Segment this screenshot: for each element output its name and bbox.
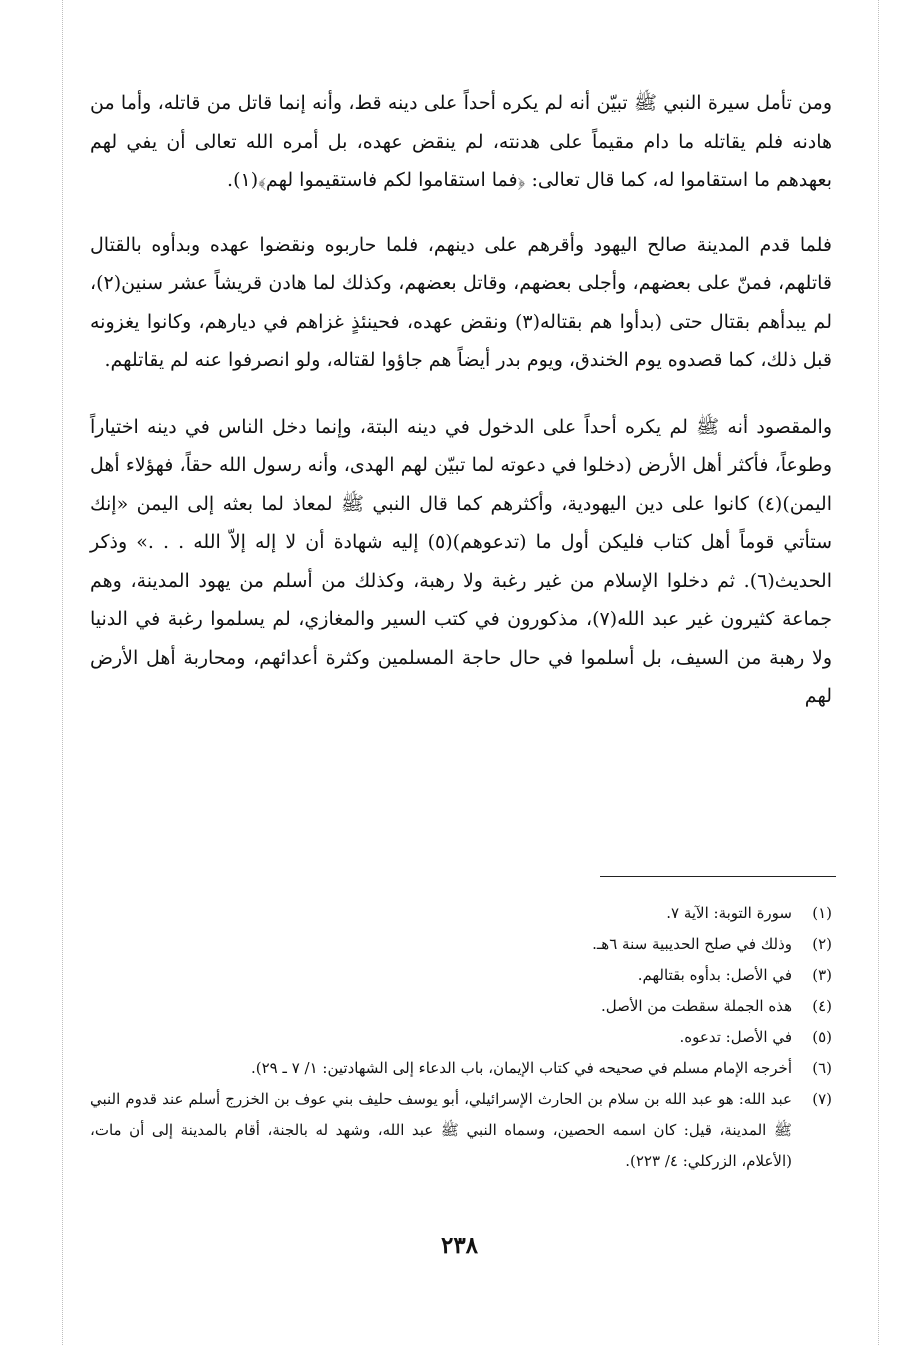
footnote-number: (١)	[812, 904, 832, 922]
footnote-number: (٧)	[812, 1090, 832, 1108]
footnote-1	[90, 898, 832, 929]
footnote-number: (٤)	[812, 997, 832, 1015]
footnote-3	[90, 960, 832, 991]
page-body	[90, 80, 832, 716]
paragraph-3: والمقصود أنه ﷺ لم يكره أحداً على الدخول في دينه البتة، وإنما دخل الناس في دينه اختياراً وطوعاً، فأكثر أهل الأرض (دخلوا في دعوته لما تبيّن لهم الهدى، وأنه رسول الله حقاً، فهؤلاء أهل اليمن)(٤) كانوا على دين اليهودية، وأكثرهم كما قال النبي ﷺ لمعاذ لما بعثه إلى اليمن «إنك ستأتي قوماً أهل كتاب فليكن أول ما (تدعوهم)(٥) إليه شهادة أن لا إله إلاّ الله . . .» وذكر الحديث(٦). ثم دخلوا الإسلام من غير رغبة ولا رهبة، وكذلك من أسلم من يهود المدينة، وهم جماعة كثيرون غير عبد الله(٧)، مذكورون في كتب السير والمغازي، لم يسلموا رغبة في الدنيا ولا رهبة من السيف، بل أسلموا في حال حاجة المسلمين وكثرة أعدائهم، ومحاربة أهل الأرض لهم	[90, 415, 832, 707]
footnote-text: في الأصل: بدأوه بقتالهم.	[637, 966, 792, 984]
footnote-text: هذه الجملة سقطت من الأصل.	[600, 997, 792, 1015]
footnote-5	[90, 1022, 832, 1053]
footnotes	[90, 898, 832, 1177]
footnote-number: (٣)	[812, 966, 832, 984]
footnote-number: (٦)	[812, 1059, 832, 1077]
footnote-text: وذلك في صلح الحديبية سنة ٦هـ.	[592, 935, 792, 953]
footnote-text: سورة التوبة: الآية ٧.	[666, 904, 792, 922]
page-number: ٢٣٨	[440, 1232, 479, 1259]
scan-edge-left	[62, 0, 63, 1345]
paragraph-2: فلما قدم المدينة صالح اليهود وأقرهم على دينهم، فلما حاربوه ونقضوا عهده وبدأوه بالقتال قاتلهم، فمنّ على بعضهم، وأجلى بعضهم، وقاتل بعضهم، وكذلك لما هادن قريشاً عشر سنين(٢)، لم يبدأهم بقتال حتى (بدأوا هم بقتاله(٣) ونقض عهده، فحينئذٍ غزاهم في ديارهم، وكانوا يغزونه قبل ذلك، كما قصدوه يوم الخندق، ويوم بدر أيضاً هم جاؤوا لقتاله، ولو انصرفوا عنه لم يقاتلهم.	[90, 233, 832, 371]
footnote-separator	[600, 876, 836, 877]
scan-edge-right	[878, 0, 879, 1345]
footnote-text: في الأصل: تدعوه.	[679, 1028, 792, 1046]
footnote-text: عبد الله: هو عبد الله بن سلام بن الحارث الإسرائيلي، أبو يوسف حليف بني عوف بن الخزرج أسلم عند قدوم النبي ﷺ المدينة، قيل: كان اسمه الحصين، وسماه النبي ﷺ عبد الله، وشهد له بالجنة، أقام بالمدينة إلى أن مات، (الأعلام، الزركلي: ٤/ ٢٢٣).	[90, 1090, 792, 1170]
footnote-number: (٢)	[812, 935, 832, 953]
paragraph-1: ومن تأمل سيرة النبي ﷺ تبيّن أنه لم يكره أحداً على دينه قط، وأنه إنما قاتل من قاتله، وأما من هادنه فلم يقاتله ما دام مقيماً على هدنته، لم ينقض عهده، بل أمره الله تعالى أن يفي لهم بعهدهم ما استقاموا له، كما قال تعالى: ﴿فما استقاموا لكم فاستقيموا لهم﴾(١).	[90, 92, 832, 191]
footnote-4	[90, 991, 832, 1022]
footnote-7	[90, 1084, 832, 1177]
footnote-6	[90, 1053, 832, 1084]
footnote-2	[90, 929, 832, 960]
footnote-number: (٥)	[812, 1028, 832, 1046]
footnote-text: أخرجه الإمام مسلم في صحيحه في كتاب الإيمان، باب الدعاء إلى الشهادتين: ١/ ٧ ـ ٢٩).	[251, 1059, 792, 1077]
